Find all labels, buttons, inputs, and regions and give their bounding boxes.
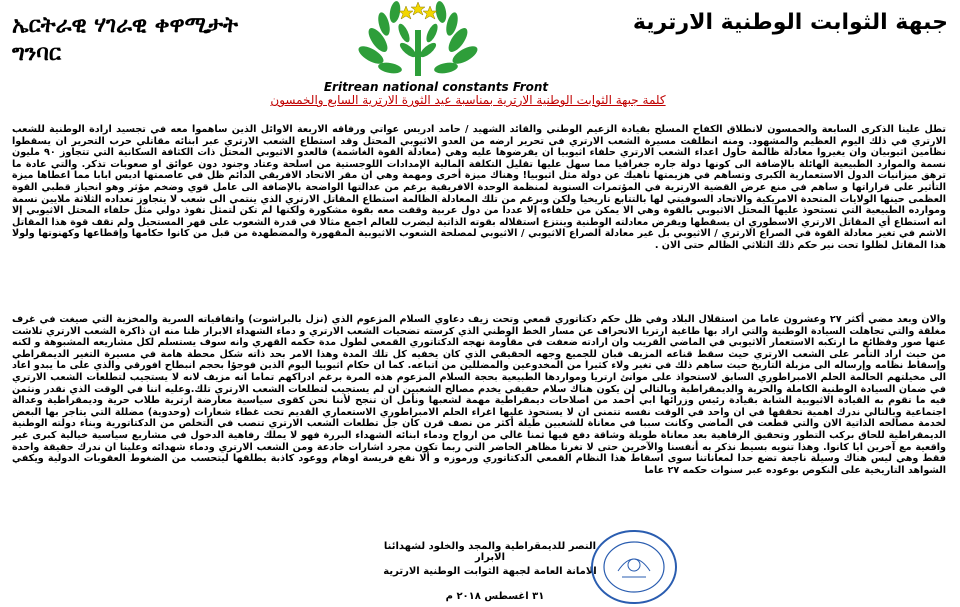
official-stamp xyxy=(588,527,680,607)
document-date: ٣١ اغسطس ٢٠١٨ م xyxy=(445,591,545,602)
closing-slogan: النصر للديمقراطية والمجد والخلود لشهدائنا الابرار xyxy=(383,541,597,563)
arabic-header-title: جبهة الثوابت الوطنية الارترية xyxy=(632,10,948,35)
signatory-secretariat: الامانة العامة لجبهة الثوابت الوطنية الارترية xyxy=(383,566,597,577)
front-logo-emblem xyxy=(338,0,498,82)
tigrinya-header xyxy=(12,12,252,68)
tigrinya-header-line1: ኤርትራዊ ሃገራዊ ቀዋሚታት xyxy=(12,13,238,38)
body-paragraph-1: تطل علينا الذكرى السابعة والخمسون لانطلاق الكفاح المسلح بقيادة الزعيم الوطني والقائد الشهيد / حامد ادريس عواتي ورفاقه الاربعة الاوائل الذين ساهموا معه في تجسيد ارادة الوطنية للشعب الارتري في ذلك اليوم العظيم والمشهود. ومنه انطلقت مسيرة الشعب الارتري في تحرير ارضه من العدو الاثيوبي المحتل وقد استطاع الشعب الارتري عبر ابنائه مقاتلي حرب التحرير ان يسقطوا نظامين اثيوبيان وان يغيروا معادلة ظالمة حاول اعداء الشعب الارتري حلفاء اثيوبيا ان يفرضوها عليه وهي (معادلة القوة الغاشمة) فالعدو الاثيوبي المحتل ذات الكثافة السكانية التي تتجاوز ٩٠ مليون نسمة والموارد الطبيعية الهائلة بالإضافة الى كونها دولة جاره جغرافيا مما سهل عليها تقليل التكلفة المالية الإمدادات اللوجستية من اسلحة وعتاد وجنود دون عوائق او صعوبات تذكر. والتي عادة ما ترهق ميزانيات الدول الاستعمارية الكبرى وتساهم في هزيمتها ناهيك عن دولة مثل اثيوبيا! وهناك ميزة أخرى ومهمة وهي ان مقر الاتحاد الافريقي الدائم ظل في عاصمتها اديس ابابا مما اعطاها ميزة التأثير على قراراتها و ساهم في منع عرض القضية الارترية في المؤتمرات السنوية لمنظمة الوحدة الافريقية برغم من عدالتها الواضحة بالإضافة الى عامل قوي وضخم مؤثر وهو انحياز قطبي القوة العظمى حينها الولايات المتحدة الامريكية والاتحاد السوفيتي لها بالتتابع تاريخيا ولكن وبرغم من تلك المعادلة الظالمة استطاع المقاتل الارتري الذي ينتمي الى شعب لا يتجاوز تعداده الثلاثة ملايين نسمة وموارده الطبيعية التي تستحوذ عليها المحتل الاثيوبي بالقوة وهي الا يمكن من حلفاءه إلا عددا من دول عربية وقفت معه بقوة مشكورة ولكنها لم تكن لتمثل نفوذ دولي مثل حلفاء المحتل الاثيوبي إلا انه استطاع أي المقاتل الارتري الاسطوري ان يسقطها ويفرض معادلته الوطنية وينتزع استقلاله بقوته الذاتية ليضرب للعالم اجمع مثالا في قدرة الشعوب على قهر المستحيل ولم تقف قوة هذا المقاتل الاشم في تغير معادلة القوة في الصراع الارتري / الاثيوبي بل غير معادلة الصراع الاثيوبي / الاثيوبي لمصلحة الشعوب الاثيوبية المقهورة والمضطهدة من قبل من كانوا حكامها وإقطاعها وكهنوتها ولولا هذا المقاتل لظلوا تحت نير حكم ذلك الثلاثي الظالم حتى الان . xyxy=(12,124,946,251)
speech-title: كلمة جبهة الثوابت الوطنية الارترية بمناسبة عيد الثورة الارترية السابع والخمسون xyxy=(270,93,666,107)
tigrinya-header-line2: ግንባር xyxy=(12,41,62,66)
body-paragraph-2: والان وبعد مضي أكثر ٢٧ وعشرون عاما من استقلال البلاد وفي ظل حكم دكتاتوري قمعي وتحت زيف دعاوي السلام المزعوم الذي (نزل بالبراشوت) واتفاقياته السرية والمخزية التي صيغت في غرف مغلقة والتي تجاهلت السيادة الوطنية والتي اراد بها طاغية ارتريا الانحراف عن مسار الخط الوطني الذي كرسته تضحيات الشعب الارتري و دماء الشهداء الابرار ظنا منه ان ذاكرة الشعب الارتري تلاشت عنها صور وفظائع ما ارتكبه الاستعمار الاثيوبي في الماضي القريب وان ارادته ضعفت في مقاومة نهجه الدكتاتوري القمعي لطول مدة حكمه القهري وانه سوف يستسلم لكل مشاريعه المشبوهة و لكنه من حيث اراد التأمر على الشعب الارتري حيث سقط قناعه المزيف فبان للجميع وجهه الحقيقي الذي كان يخفيه كل تلك المدة وهذا الامر بحد ذاته شكل محطة هامة في مسيرة التغير الديمقراطي وإسقاط نظامه وإرساله الى مزبلة التاريخ حيث ساهم ذلك في تغير ولاء كثيرا من المخدوعين والمضللين من اتباعه. كما ان حكام اثيوبيا اليوم الذين فوجؤا بحجم انبطاح افورقي والذي على ما يبدو اعاد الى مخيلتهم الحالمة الحلم الامبراطوري السابق لاستحواذ على موانئ ارتريا ومواردها الطبيعية بحجة السلام المزعوم هذه المرة برغم ادراكهم تماما انه مزيف لانه لا يستجيب لتطلعات الشعب الارتري في ضمان السيادة الوطنية الكاملة والحرية والديمقراطية وبالتالي لن يكون هناك سلام حقيقي يخدم مصالح الشعبين ان لم يستجيب لتطلعات الشعب الارتري تلك.وعليه اننا في الوقت الذي نقدر ونثمن فيه ما تقوم به القيادة الاثيوبية الشابة بقيادة رئيس وزرائها ابي أحمد من اصلاحات ديمقراطية مهمة لشعبها ونأمل ان تنجح لأننا نحن كقوى سياسية معارضة ارترية طلاب حرية وديمقراطية وعدالة اجتماعية وبالتالي ندرك اهمية تحققها في ان واحد في الوقت نفسه تتمنى ان لا يستحوذ عليها اغراء الحلم الامبراطوري الاستعماري القديم تحت غطاء شعارات (وحدوية) مضللة التي يتاجر بها البعض لخدمة مصالحه الذاتية الان والتي قطعت في الماضي وكانت سببا في معاناة للشعبين طيلة أكثر من نصف قرن كان جل تطلعات الشعب الارتري تنصب في التخلص من الدكتاتورية وبناء دولته الوطنية الديمقراطية للحاق بركب التطور وتحقيق الرفاهية بعد معاناة طويلة وشاقة دفع فيها ثمنا غالي من ارواح ودماء ابنائه الشهداء البررة فهو لا يملك رفاهية الدخول في مشاريع سياسية خيالية كبرى غير واقعية مع آخرين ايا كانوا. وهذا تنويه بسيط نذكر به أنفسنا والآخرين حتى لا تغرنا مظاهر الحاضر التي ربما تكون مجرد اشارات خادعة ومن الشعب الارتري ودماء شهدائه وعلينا ان ندرك حقيقة واحدة فقط وهي ليس هناك وسيلة ناجعة تضع حدا لمعاناتنا سوى اسقاط هذا النظام القمعي الدكتاتوري ورموزه و ألا نقع فريسة اوهام ووعود كاذبة يطلقها ليتحسب من الضغوط العقوبات الدولية ويكفي الشواهد التاريخية على النكوص بوعوده عبر سنوات حكمه ٢٧ عاما xyxy=(12,314,947,476)
english-front-name: Eritrean national constants Front xyxy=(323,80,549,94)
